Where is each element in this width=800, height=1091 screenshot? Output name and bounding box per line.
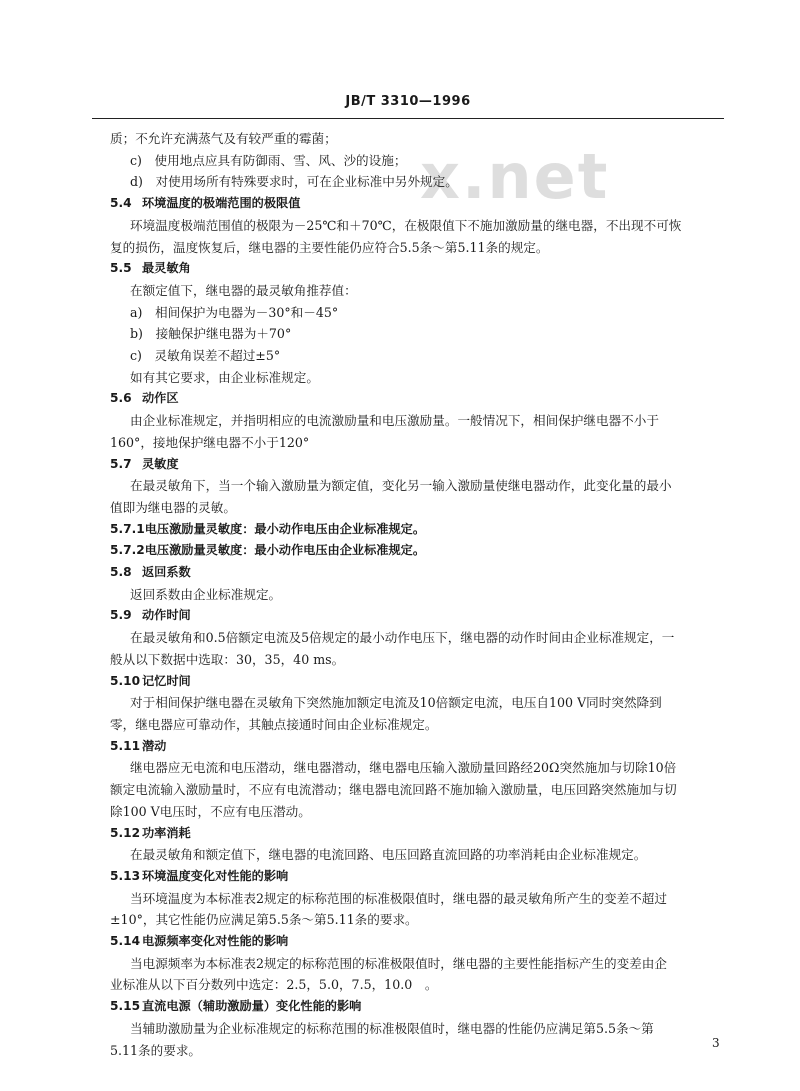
section-number: 5.11 xyxy=(110,738,141,753)
section-title: 功率消耗 xyxy=(142,825,191,840)
body-line: 除100 V电压时，不应有电压潜动。 xyxy=(110,803,311,819)
section-number: 5.6 xyxy=(110,391,132,406)
section-title: 潜动 xyxy=(142,738,167,753)
body-line: 返回系数由企业标准规定。 xyxy=(130,586,282,602)
document-body xyxy=(110,128,710,1061)
section-heading xyxy=(110,823,710,845)
body-line: 质；不允许充满蒸气及有较严重的霉菌； xyxy=(110,131,337,146)
section-number: 5.7.1 xyxy=(110,521,145,536)
standard-code: JB/T 3310—1996 xyxy=(345,94,471,109)
watermark: x.net xyxy=(420,140,610,213)
body-line: 继电器应无电流和电压潜动，继电器潜动，继电器电压输入激励量回路经20Ω突然施加与切除10倍 xyxy=(130,760,677,776)
body-line: 在额定值下，继电器的最灵敏角推荐值： xyxy=(130,282,357,298)
section-title: 记忆时间 xyxy=(142,673,191,688)
body-line: c) 使用地点应具有防御雨、雪、风、沙的设施； xyxy=(130,152,407,168)
body-line: b) 接触保护继电器为＋70° xyxy=(130,326,292,342)
page-number: 3 xyxy=(712,1036,720,1050)
section-title: 灵敏度 xyxy=(142,456,179,471)
body-line: 在最灵敏角和额定值下，继电器的电流回路、电压回路直流回路的功率消耗由企业标准规定。 xyxy=(130,847,647,863)
body-line: 当电源频率为本标准表2规定的标称范围的标准极限值时，继电器的主要性能指标产生的变差由企 xyxy=(130,955,667,971)
body-line: 160°，接地保护继电器不小于120° xyxy=(110,434,310,450)
section-title: 最灵敏角 xyxy=(142,261,191,276)
body-line: 由企业标准规定，并指明相应的电流激励量和电压激励量。一般情况下，相间保护继电器不小于 xyxy=(130,413,659,429)
body-line: 额定电流输入激励量时，不应有电流潜动；继电器电流回路不施加输入激励量，电压回路突然施加与切 xyxy=(110,782,677,798)
section-heading xyxy=(110,996,710,1018)
section-heading xyxy=(110,388,710,410)
section-title: 动作区 xyxy=(142,391,179,406)
section-number: 5.10 xyxy=(110,673,141,688)
body-line: ±10°，其它性能仍应满足第5.5条～第5.11条的要求。 xyxy=(110,912,418,928)
body-line: 5.11条的要求。 xyxy=(110,1042,202,1058)
section-title: 环境温度的极端范围的极限值 xyxy=(142,196,301,211)
body-line: 对于相间保护继电器在灵敏角下突然施加额定电流及10倍额定电流，电压自100 V同时突然降到 xyxy=(130,695,662,711)
section-heading xyxy=(110,866,710,888)
body-line: c) 灵敏角误差不超过±5° xyxy=(130,348,281,364)
body-line: 零，继电器应可靠动作，其触点接通时间由企业标准规定。 xyxy=(110,716,438,732)
section-heading xyxy=(110,540,710,562)
body-line: 般从以下数据中选取：30，35，40 ms。 xyxy=(110,651,345,667)
section-heading xyxy=(110,258,710,280)
section-number: 5.12 xyxy=(110,825,141,840)
section-heading xyxy=(110,671,710,693)
section-number: 5.5 xyxy=(110,261,132,276)
section-title: 动作时间 xyxy=(142,608,191,623)
section-heading xyxy=(110,736,710,758)
body-line: 环境温度极端范围值的极限为－25℃和＋70℃，在极限值下不施加激励量的继电器，不出现不可恢 xyxy=(130,217,682,233)
section-number: 5.7.2 xyxy=(110,543,145,558)
body-line: 复的损伤，温度恢复后，继电器的主要性能仍应符合5.5条～第5.11条的规定。 xyxy=(110,239,549,255)
section-title: 电压激励量灵敏度：最小动作电压由企业标准规定。 xyxy=(144,521,426,536)
body-line: 如有其它要求，由企业标准规定。 xyxy=(130,369,319,385)
section-number: 5.8 xyxy=(110,565,132,580)
section-number: 5.7 xyxy=(110,456,132,471)
body-line: 值即为继电器的灵敏。 xyxy=(110,499,236,515)
section-title: 电源频率变化对性能的影响 xyxy=(142,934,289,949)
body-line: a) 相间保护为电器为－30°和－45° xyxy=(130,304,339,320)
page-header xyxy=(92,90,724,119)
section-number: 5.13 xyxy=(110,868,141,883)
body-line: 当辅助激励量为企业标准规定的标称范围的标准极限值时，继电器的性能仍应满足第5.5条～第 xyxy=(130,1020,654,1036)
section-title: 环境温度变化对性能的影响 xyxy=(142,868,289,883)
section-heading xyxy=(110,931,710,953)
section-title: 返回系数 xyxy=(142,565,191,580)
section-heading xyxy=(110,605,710,627)
body-line: 业标准从以下百分数列中选定：2.5，5.0，7.5，10.0 。 xyxy=(110,977,438,993)
section-heading xyxy=(110,562,710,584)
section-heading xyxy=(110,519,710,541)
section-number: 5.14 xyxy=(110,934,141,949)
body-line: d) 对使用场所有特殊要求时，可在企业标准中另外规定。 xyxy=(130,174,458,190)
section-number: 5.4 xyxy=(110,196,132,211)
section-title: 电压激励量灵敏度：最小动作电压由企业标准规定。 xyxy=(144,543,426,558)
body-line: 在最灵敏角下，当一个输入激励量为额定值，变化另一输入激励量使继电器动作，此变化量的最小 xyxy=(130,478,672,494)
section-number: 5.9 xyxy=(110,608,132,623)
section-heading xyxy=(110,454,710,476)
body-line: 在最灵敏角和0.5倍额定电流及5倍规定的最小动作电压下，继电器的动作时间由企业标准规定，一 xyxy=(130,630,675,646)
body-line: 当环境温度为本标准表2规定的标称范围的标准极限值时，继电器的最灵敏角所产生的变差不超过 xyxy=(130,890,667,906)
section-number: 5.15 xyxy=(110,999,141,1014)
section-title: 直流电源（辅助激励量）变化性能的影响 xyxy=(142,999,362,1014)
section-heading xyxy=(110,193,710,215)
